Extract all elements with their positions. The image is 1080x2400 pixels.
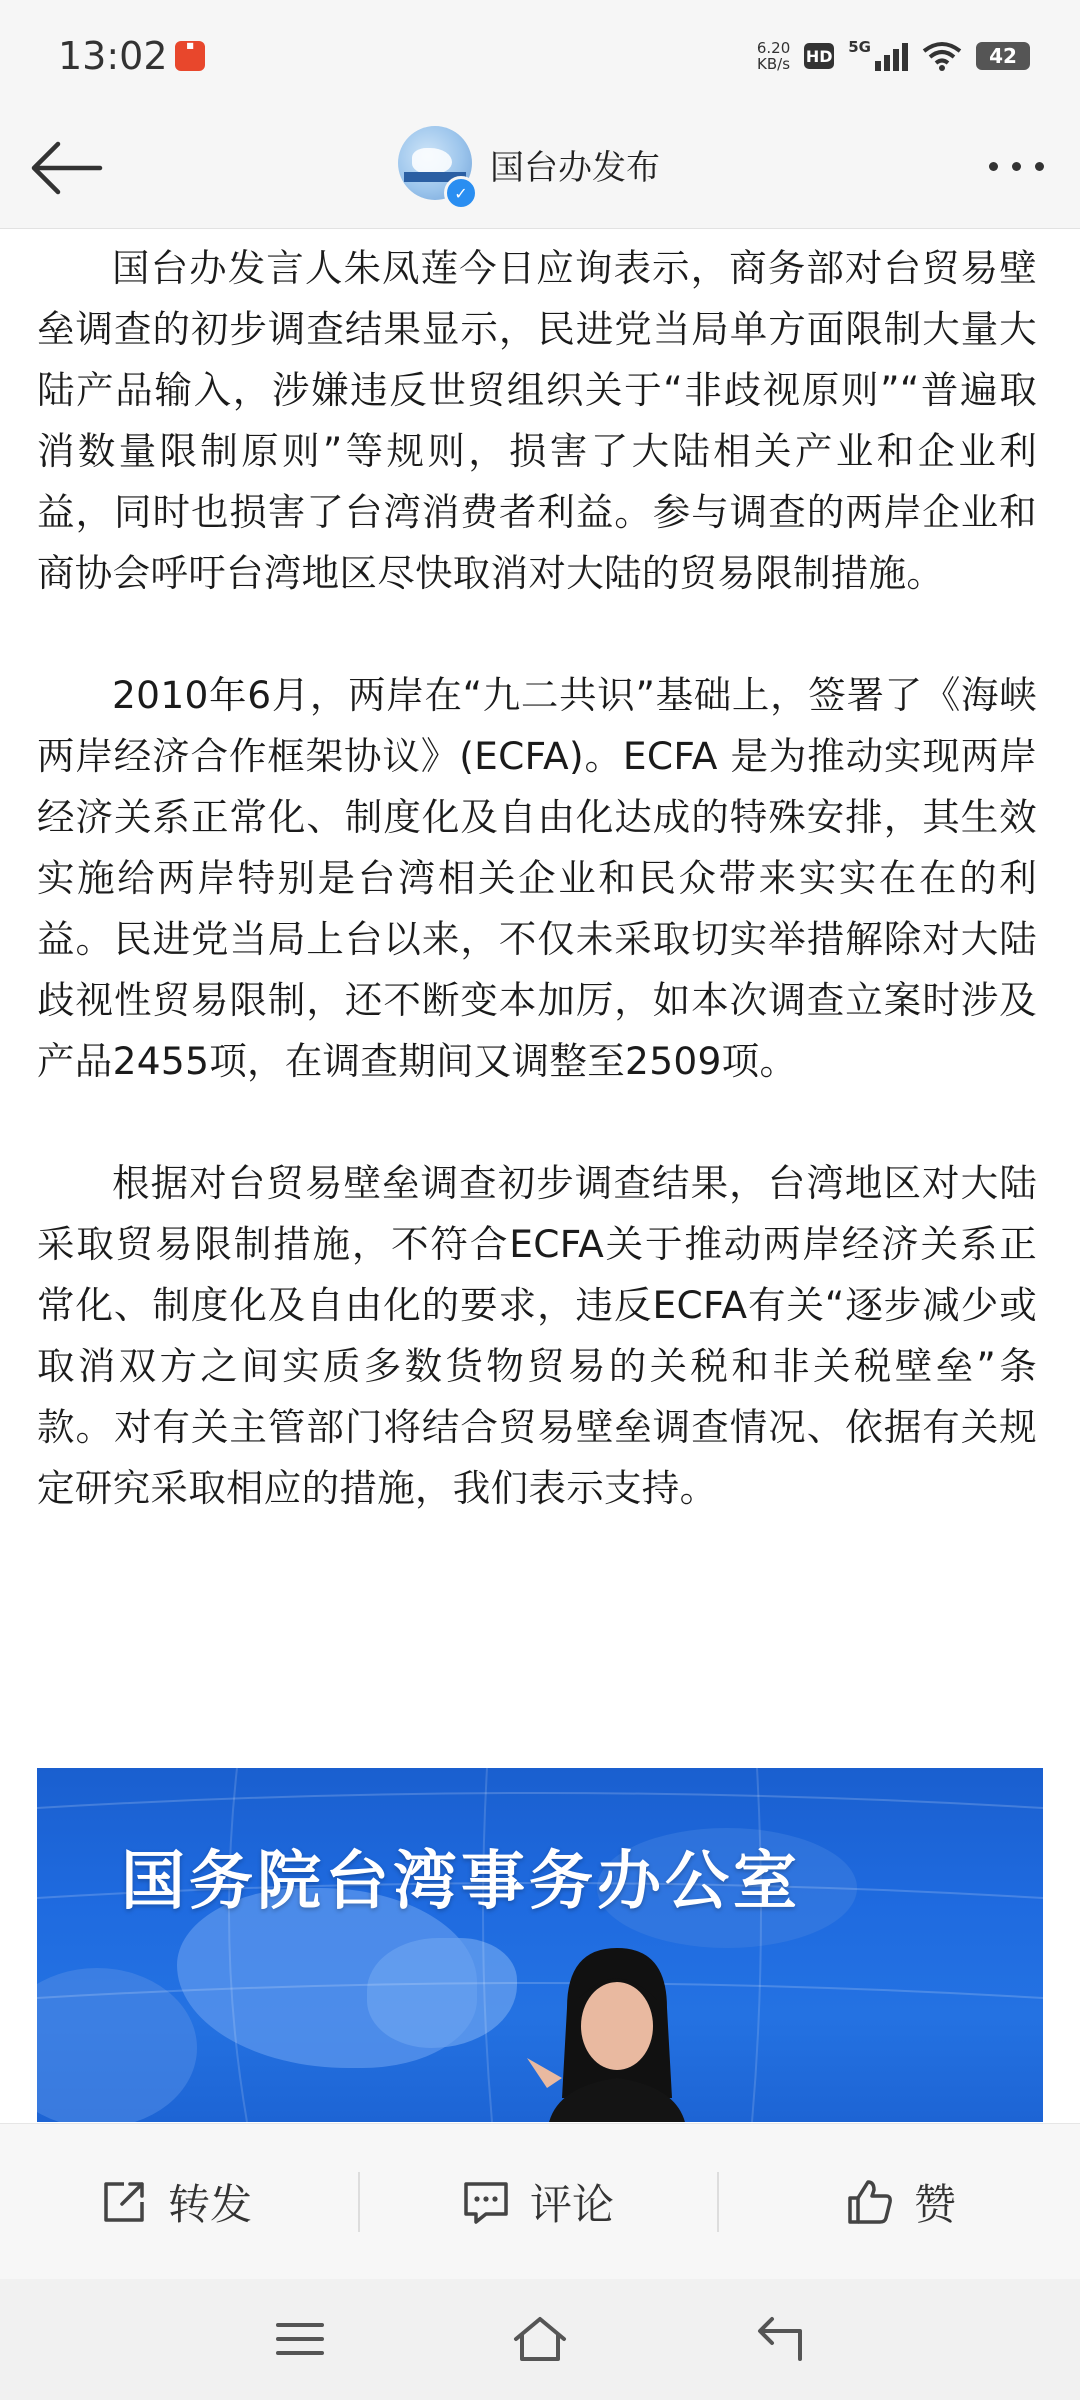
- speaker-figure: [507, 1938, 707, 2122]
- status-time: 13:02: [58, 34, 168, 78]
- comment-button[interactable]: [460, 2124, 614, 2280]
- net-speed-unit: KB/s: [757, 55, 791, 73]
- account-name[interactable]: 国台办发布: [490, 148, 660, 188]
- network-type: 5G: [848, 38, 871, 56]
- more-button[interactable]: [976, 146, 1056, 186]
- battery-icon: 42: [976, 42, 1030, 70]
- comment-label: 评论: [530, 2180, 615, 2229]
- wifi-icon: [922, 41, 962, 71]
- status-indicators: [757, 36, 1030, 76]
- repost-label: 转发: [168, 2180, 253, 2229]
- article-paragraph: 根据对台贸易壁垒调查初步调查结果，台湾地区对大陆采取贸易限制措施，不符合ECFA关于推动两岸经济关系正常化、制度化及自由化的要求，违反ECFA有关“逐步减少或取消双方之间实质多数货物贸易的关税和非关税壁垒”条款。对有关主管部门将结合贸易壁垒调查情况、依据有关规定研究采取相应的措施，我们表示支持。: [37, 1161, 1037, 1510]
- thumbs-up-icon: [844, 2176, 896, 2228]
- divider: [358, 2172, 360, 2232]
- hd-voice-icon: HD: [804, 43, 834, 69]
- repost-button[interactable]: [98, 2124, 252, 2280]
- divider: [717, 2172, 719, 2232]
- menu-icon[interactable]: [270, 2311, 330, 2367]
- back-nav-icon[interactable]: [750, 2311, 810, 2367]
- verified-badge-icon: ✓: [444, 176, 478, 210]
- like-label: 赞: [914, 2180, 957, 2229]
- net-speed-value: 6.20: [756, 39, 791, 57]
- comment-icon: [460, 2176, 512, 2228]
- net-speed: [757, 40, 790, 72]
- article-paragraph: 国台办发言人朱凤莲今日应询表示，商务部对台贸易壁垒调查的初步调查结果显示，民进党当局单方面限制大量大陆产品输入，涉嫌违反世贸组织关于“非歧视原则”“普遍取消数量限制原则”等规则，损害了大陆相关产业和企业利益，同时也损害了台湾消费者利益。参与调查的两岸企业和商协会呼吁台湾地区尽快取消对大陆的贸易限制措施。: [37, 246, 1037, 595]
- back-arrow-icon: [28, 136, 104, 200]
- system-navigation-bar: [0, 2279, 1080, 2400]
- article-image[interactable]: [37, 1768, 1043, 2122]
- article-paragraph: 2010年6月，两岸在“九二共识”基础上，签署了《海峡两岸经济合作框架协议》(ECFA)。ECFA 是为推动实现两岸经济关系正常化、制度化及自由化达成的特殊安排，其生效实施给两岸特别是台湾相关企业和民众带来实实在在的利益。民进党当局上台以来，不仅未采取切实举措解除对大陆歧视性贸易限制，还不断变本加厉，如本次调查立案时涉及产品2455项，在调查期间又调整至2509项。: [37, 673, 1037, 1083]
- status-bar: [0, 0, 1080, 110]
- image-caption: 国务院台湾事务办公室: [121, 1845, 801, 1919]
- action-bar: [0, 2123, 1080, 2280]
- back-button[interactable]: [28, 136, 104, 200]
- top-nav-bar: [0, 110, 1080, 229]
- app-notification-icon: ■: [175, 41, 205, 71]
- more-dots-icon: [989, 162, 998, 171]
- share-icon: [98, 2176, 150, 2228]
- article-body: [37, 238, 1037, 1519]
- signal-icon: [875, 41, 908, 71]
- home-icon[interactable]: [510, 2311, 570, 2367]
- like-button[interactable]: [844, 2124, 956, 2280]
